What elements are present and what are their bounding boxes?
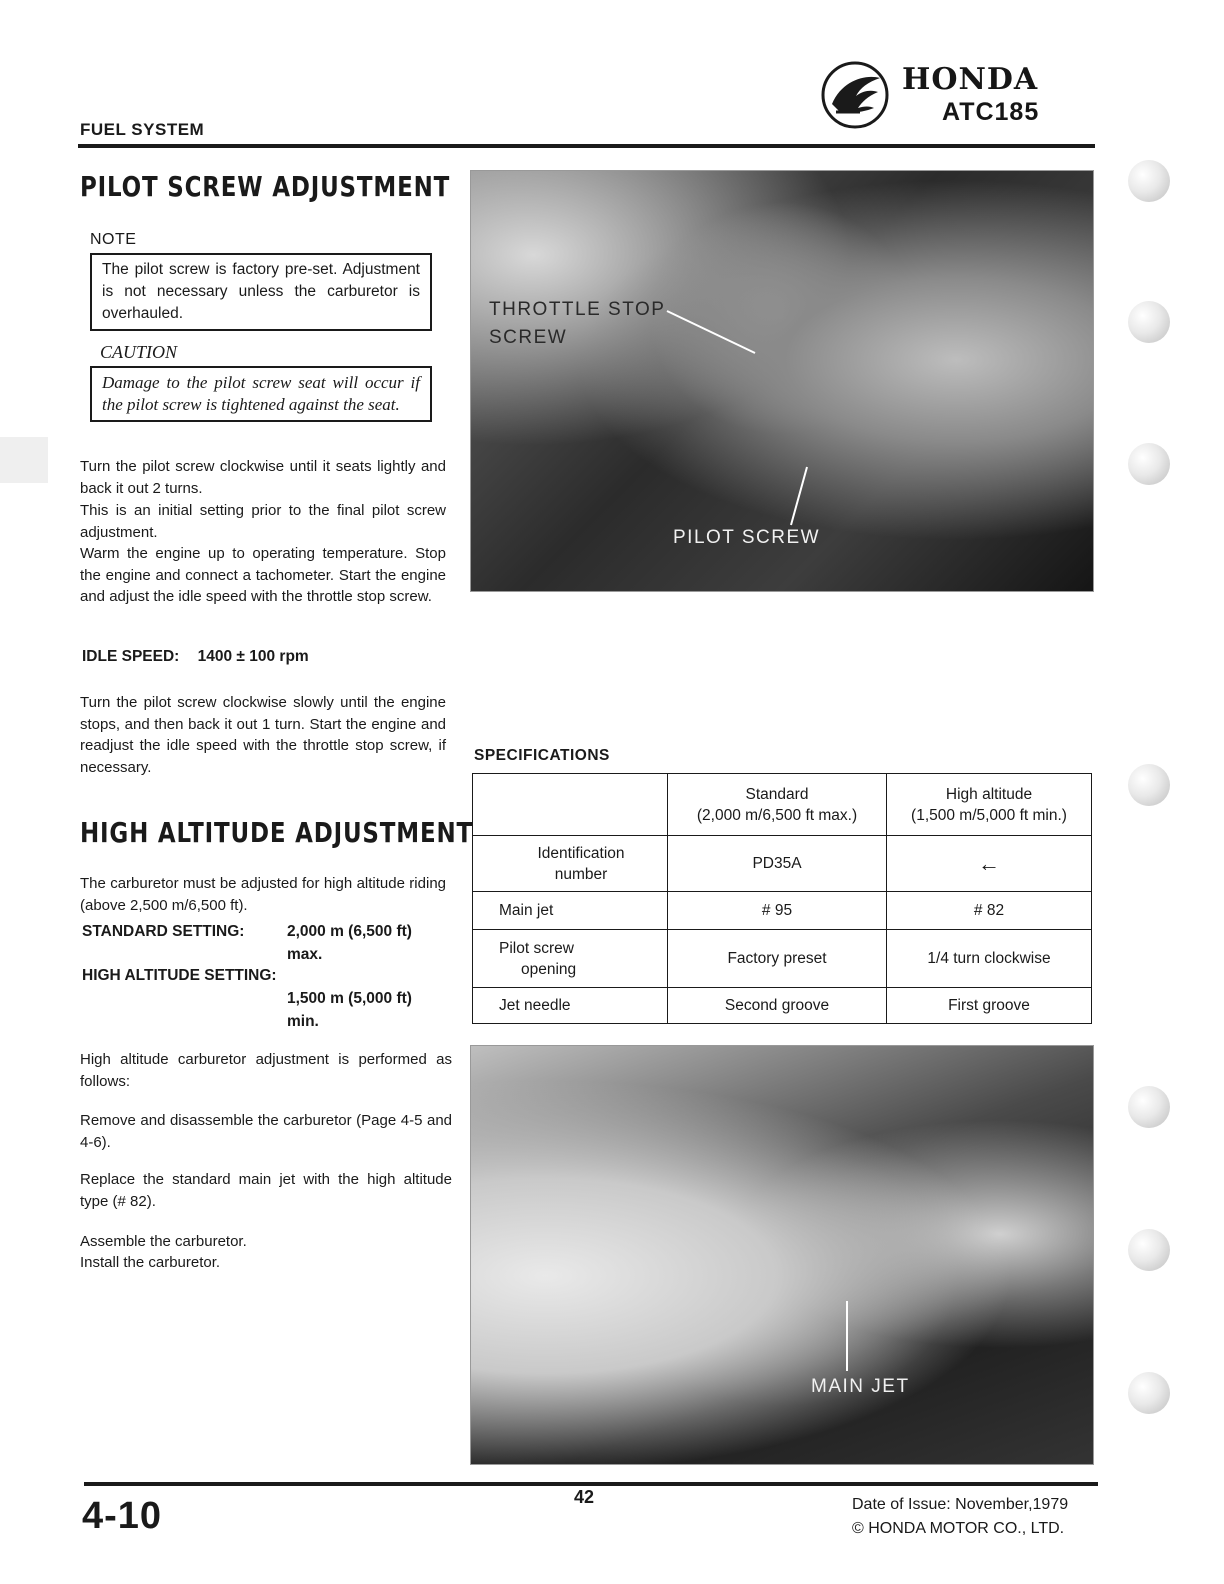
high-header-line-2: (1,500 m/5,000 ft min.) [911,806,1067,824]
binder-hole [1128,301,1170,343]
binder-hole [1128,1229,1170,1271]
high-altitude-column-header [887,774,1092,836]
high-altitude-heading: HIGH ALTITUDE ADJUSTMENT [80,816,473,849]
honda-logo [820,58,1120,138]
standard-value: PD35A [668,836,887,892]
standard-setting-value: 2,000 m (6,500 ft) [287,923,412,940]
idle-speed-label: IDLE SPEED: [82,648,180,665]
table-row [473,988,1092,1024]
wing-emblem-icon [820,60,890,130]
row-label-line-2: opening [521,960,577,978]
table-header-row [473,774,1092,836]
pilot-screw-label: PILOT SCREW [673,527,821,548]
specifications-title: SPECIFICATIONS [474,747,610,764]
idle-speed [82,648,309,666]
high-step-4b: Install the carburetor. [80,1254,221,1271]
high-altitude-value: # 82 [887,892,1092,930]
binder-hole [1128,1086,1170,1128]
caution-box: Damage to the pilot screw seat will occur if the pilot screw is tightened against the seat. [90,366,432,422]
standard-value: # 95 [668,892,887,930]
leader-line [471,1046,1093,1464]
high-setting-label: HIGH ALTITUDE SETTING: [82,967,277,984]
high-altitude-value: 1/4 turn clockwise [887,930,1092,988]
page-number: 4-10 [82,1495,163,1537]
specifications-table [472,773,1092,1024]
table-row [473,836,1092,892]
pilot-para-4: Turn the pilot screw clockwise slowly until the engine stops, and then back it out 1 turn. Start the engine and readjust the idle speed with the throttle stop screw, if necessary. [80,694,446,776]
header-rule [78,144,1095,148]
model-name: ATC185 [942,98,1040,126]
throttle-stop-label-1: THROTTLE STOP [489,299,666,320]
copyright: © HONDA MOTOR CO., LTD. [852,1520,1065,1537]
issue-info [852,1493,1068,1541]
row-label-line-1: Identification [537,844,625,862]
binder-hole [1128,764,1170,806]
caution-label: CAUTION [100,342,178,362]
same-as-standard-arrow-icon: ← [887,836,1092,892]
pilot-para-3: Warm the engine up to operating temperature. Stop the engine and connect a tachometer. Start the engine and adjust the idle speed with the throttle stop screw. [80,545,446,605]
standard-header-line-1: Standard [745,785,809,803]
standard-column-header [668,774,887,836]
binder-hole [1128,1372,1170,1414]
high-altitude-value: First groove [887,988,1092,1024]
binder-hole [1128,160,1170,202]
row-label [473,836,668,892]
carburetor-photo [470,170,1094,592]
folio-number: 42 [574,1487,595,1507]
high-setting-value: 1,500 m (5,000 ft) [287,990,412,1007]
section-label: FUEL SYSTEM [80,120,205,139]
high-header-line-1: High altitude [945,785,1033,803]
high-altitude-intro: The carburetor must be adjusted for high altitude riding (above 2,500 m/6,500 ft). [80,875,446,914]
pilot-para-1: Turn the pilot screw clockwise until it seats lightly and back it out 2 turns. [80,458,446,497]
idle-speed-value: 1400 ± 100 rpm [197,648,309,665]
issue-date: Date of Issue: November,1979 [852,1496,1069,1513]
standard-setting-label: STANDARD SETTING: [82,923,245,940]
brand-name: HONDA [902,62,1039,97]
edge-mark [0,437,48,483]
row-label-line-1: Pilot screw [499,939,574,957]
standard-header-line-2: (2,000 m/6,500 ft max.) [696,806,858,824]
standard-value: Second groove [668,988,887,1024]
row-label-line-2: number [554,865,608,883]
pilot-para-2: This is an initial setting prior to the final pilot screw adjustment. [80,502,446,541]
footer-rule [84,1482,1098,1486]
note-label: NOTE [90,231,137,248]
note-box: The pilot screw is factory pre-set. Adjustment is not necessary unless the carburetor is overhauled. [90,253,432,331]
main-jet-label: MAIN JET [811,1376,910,1397]
pilot-screw-heading: PILOT SCREW ADJUSTMENT [80,170,451,203]
high-step-2: Remove and disassemble the carburetor (Page 4-5 and 4-6). [80,1112,452,1151]
high-step-3: Replace the standard main jet with the high altitude type (# 82). [80,1171,452,1210]
high-step-4a: Assemble the carburetor. [80,1233,247,1250]
table-row [473,892,1092,930]
table-row [473,930,1092,988]
main-jet-photo [470,1045,1094,1465]
high-setting-suffix: min. [287,1013,319,1030]
row-label: Jet needle [473,988,668,1024]
row-label: Main jet [473,892,668,930]
throttle-stop-label-2: SCREW [489,327,568,348]
standard-value: Factory preset [668,930,887,988]
high-step-1: High altitude carburetor adjustment is performed as follows: [80,1051,452,1090]
table-corner-cell [473,774,668,836]
binder-hole [1128,443,1170,485]
standard-setting-suffix: max. [287,946,323,963]
row-label [473,930,668,988]
